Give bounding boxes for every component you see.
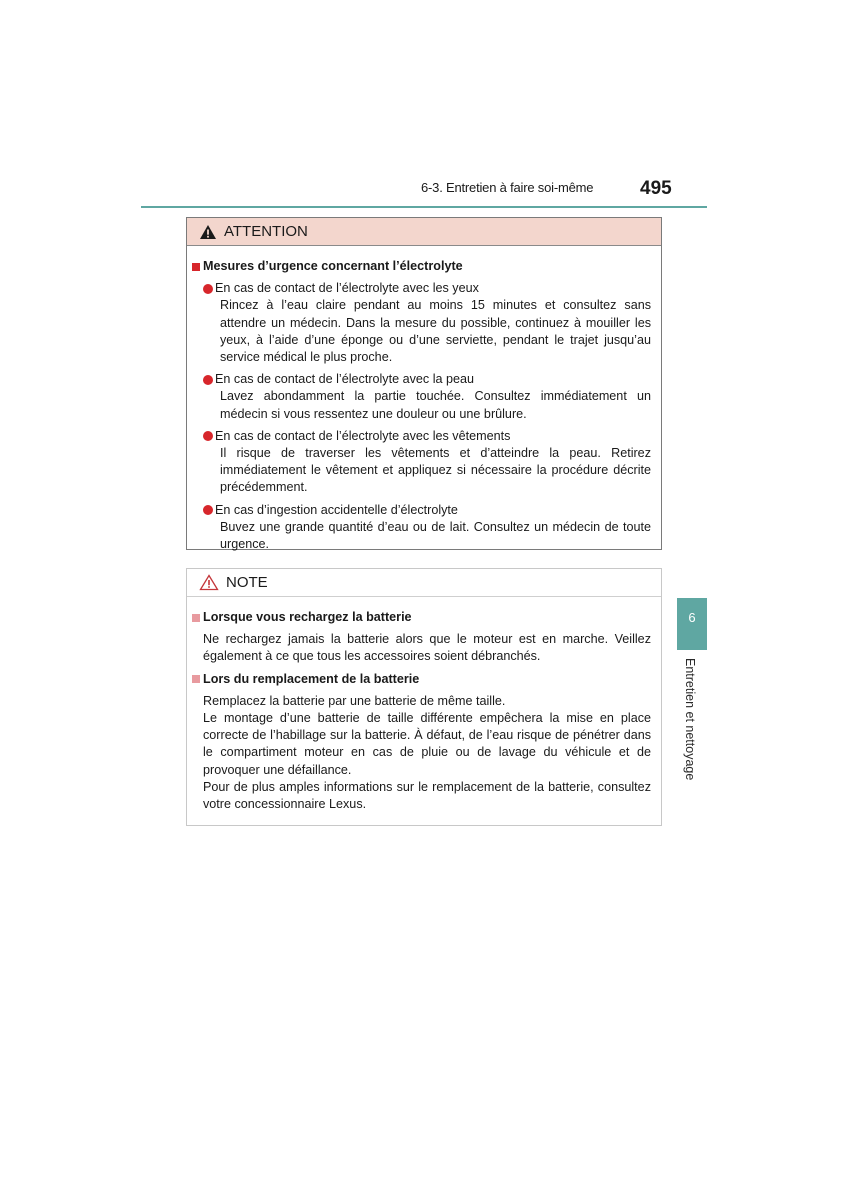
- list-item: [203, 502, 651, 554]
- item-text: Rincez à l’eau claire pendant au moins 15 minutes et consultez sans attendre un médecin. Dans la mesure du possible, continuez à mouiller les yeux, à l’aide d’une éponge ou d’une serviette, pendant le trajet jusqu’au service médical le plus proche.: [220, 298, 651, 365]
- attention-title: ATTENTION: [224, 223, 308, 240]
- circle-bullet-icon: [203, 284, 213, 294]
- item-text: Lavez abondamment la partie touchée. Consultez immédiatement un médecin si vous ressentez une douleur ou une brûlure.: [220, 389, 651, 421]
- item-title: En cas de contact de l’électrolyte avec les yeux: [215, 281, 479, 296]
- circle-bullet-icon: [203, 505, 213, 515]
- square-bullet-icon: [192, 263, 200, 271]
- attention-box: [186, 217, 662, 550]
- circle-bullet-icon: [203, 375, 213, 385]
- list-item: [203, 371, 651, 423]
- chapter-tab: [677, 598, 707, 650]
- circle-bullet-icon: [203, 431, 213, 441]
- item-title: En cas de contact de l’électrolyte avec la peau: [215, 372, 475, 387]
- list-item: [203, 428, 651, 497]
- note-box: [186, 568, 662, 826]
- item-title: En cas de contact de l’électrolyte avec les vêtements: [215, 428, 511, 443]
- note-paragraph: Ne rechargez jamais la batterie alors que le moteur est en marche. Veillez également à ce que tous les accessoires soient débranchés.: [203, 632, 651, 664]
- item-text: Buvez une grande quantité d’eau ou de lait. Consultez un médecin de toute urgence.: [220, 519, 651, 552]
- square-bullet-icon: [192, 614, 200, 622]
- page-number: 495: [640, 178, 672, 199]
- list-item: [203, 280, 651, 366]
- note-header: [187, 569, 661, 597]
- note-section-title: Lors du remplacement de la batterie: [192, 671, 651, 688]
- header-rule: [141, 206, 707, 208]
- square-bullet-icon: [192, 675, 200, 683]
- item-text: Il risque de traverser les vêtements et d’atteindre la peau. Retirez immédiatement le vêtement et appliquez si nécessaire la procédure décrite précédemment.: [220, 446, 651, 495]
- warning-outline-icon: [199, 574, 219, 591]
- attention-header: [187, 218, 661, 246]
- warning-icon: [199, 224, 217, 240]
- attention-section-title: Mesures d’urgence concernant l’électrolyte: [192, 258, 651, 275]
- note-paragraph: Remplacez la batterie par une batterie de même taille. Le montage d’une batterie de taille différente empêchera la mise en place correcte de l’habillage sur la batterie. À défaut, de l’eau risque de pénétrer dans le compartiment moteur en cas de pluie ou de lavage du véhicule et de provoquer une défaillance. Pour de plus amples informations sur le remplacement de la batterie, consultez votre concessionnaire Lexus.: [203, 693, 651, 812]
- section-header: 6-3. Entretien à faire soi-même: [421, 180, 594, 195]
- item-title: En cas d’ingestion accidentelle d’électrolyte: [215, 502, 458, 517]
- chapter-number: 6: [688, 610, 696, 625]
- note-title: NOTE: [226, 574, 268, 591]
- chapter-label: Entretien et nettoyage: [683, 658, 697, 781]
- note-section-title: Lorsque vous rechargez la batterie: [192, 609, 651, 626]
